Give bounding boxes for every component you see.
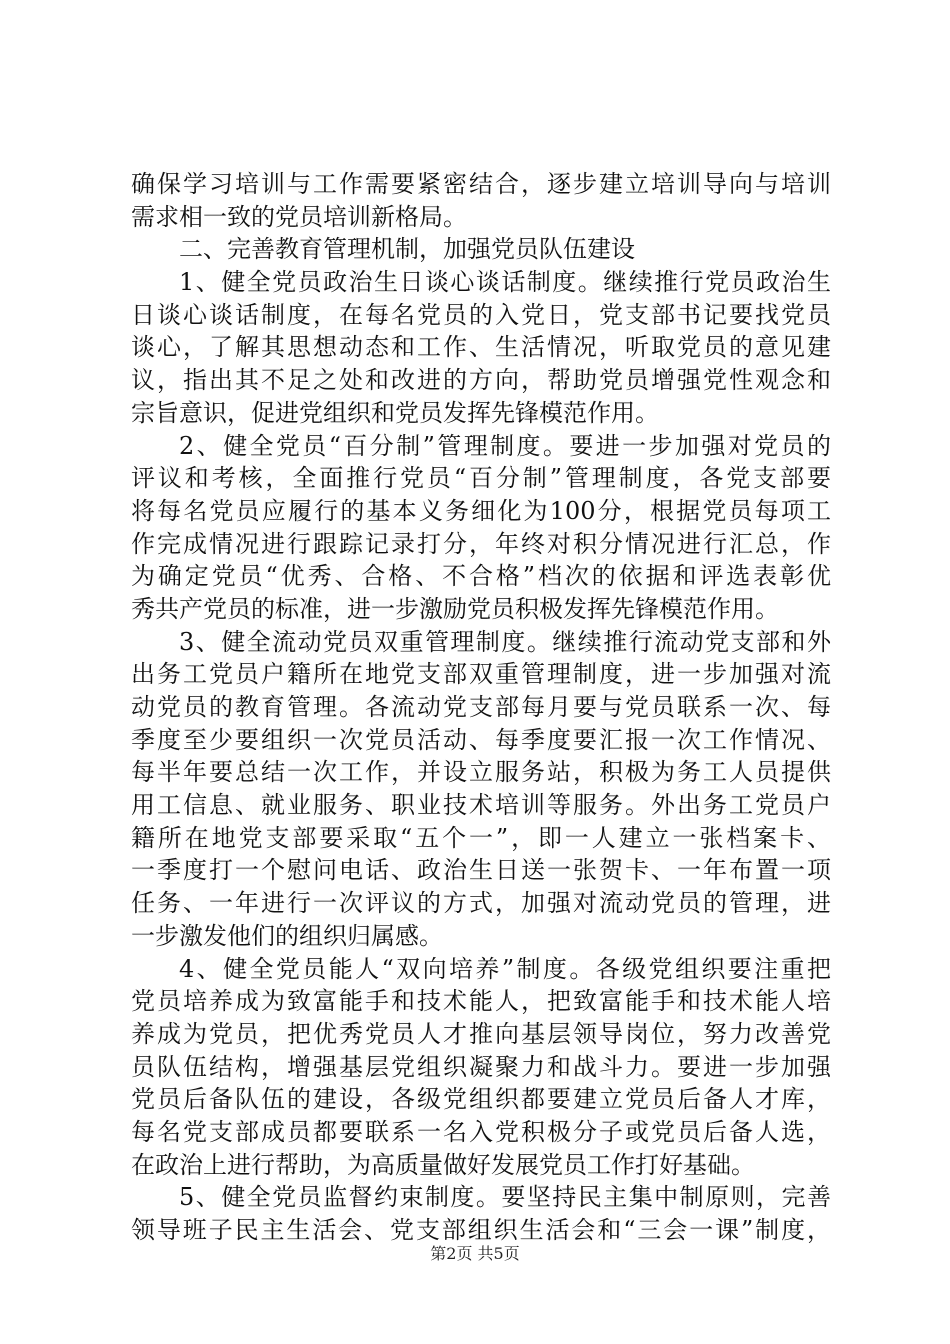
text-line: 为确定党员“优秀、合格、不合格”档次的依据和评选表彰优 bbox=[131, 562, 831, 591]
text-line: 每名党支部成员都要联系一名入党积极分子或党员后备人选， bbox=[131, 1117, 831, 1146]
text-line: 党员后备队伍的建设，各级党组织都要建立党员后备人才库， bbox=[131, 1085, 831, 1114]
text-line: 养成为党员，把优秀党员人才推向基层领导岗位，努力改善党 bbox=[131, 1019, 831, 1048]
text-line: 将每名党员应履行的基本义务细化为100分，根据党员每项工 bbox=[131, 496, 831, 525]
text-line: 领导班子民主生活会、党支部组织生活会和“三会一课”制度， bbox=[131, 1216, 831, 1244]
page-footer: 第2页 共5页 bbox=[430, 1244, 520, 1263]
text-line: 2、健全党员“百分制”管理制度。要进一步加强对党员的 bbox=[179, 431, 831, 460]
text-line: 3、健全流动党员双重管理制度。继续推行流动党支部和外 bbox=[179, 627, 831, 656]
text-line: 二、完善教育管理机制，加强党员队伍建设 bbox=[179, 235, 635, 264]
text-line: 一季度打一个慰问电话、政治生日送一张贺卡、一年布置一项 bbox=[131, 856, 831, 885]
text-line: 任务、一年进行一次评议的方式，加强对流动党员的管理，进 bbox=[131, 889, 831, 918]
text-line: 出务工党员户籍所在地党支部双重管理制度，进一步加强对流 bbox=[131, 660, 831, 689]
text-line: 日谈心谈话制度，在每名党员的入党日，党支部书记要找党员 bbox=[131, 300, 831, 329]
text-line: 秀共产党员的标准，进一步激励党员积极发挥先锋模范作用。 bbox=[131, 594, 779, 623]
text-line: 员队伍结构，增强基层党组织凝聚力和战斗力。要进一步加强 bbox=[131, 1052, 831, 1081]
text-line: 评议和考核，全面推行党员“百分制”管理制度，各党支部要 bbox=[131, 464, 831, 493]
text-line: 季度至少要组织一次党员活动、每季度要汇报一次工作情况、 bbox=[131, 725, 831, 754]
text-line: 在政治上进行帮助，为高质量做好发展党员工作打好基础。 bbox=[131, 1150, 755, 1179]
text-line: 籍所在地党支部要采取“五个一”，即一人建立一张档案卡、 bbox=[131, 823, 831, 852]
text-line: 动党员的教育管理。各流动党支部每月要与党员联系一次、每 bbox=[131, 693, 831, 721]
text-line: 5、健全党员监督约束制度。要坚持民主集中制原则，完善 bbox=[179, 1183, 831, 1212]
text-line: 一步激发他们的组织归属感。 bbox=[131, 921, 443, 950]
text-line: 议，指出其不足之处和改进的方向，帮助党员增强党性观念和 bbox=[131, 366, 831, 395]
text-line: 需求相一致的党员培训新格局。 bbox=[131, 202, 467, 231]
document-body bbox=[131, 168, 831, 1247]
text-line: 每半年要总结一次工作，并设立服务站，积极为务工人员提供 bbox=[131, 758, 831, 787]
text-line: 宗旨意识，促进党组织和党员发挥先锋模范作用。 bbox=[131, 398, 659, 427]
text-line: 用工信息、就业服务、职业技术培训等服务。外出务工党员户 bbox=[131, 791, 831, 820]
text-line: 作完成情况进行跟踪记录打分，年终对积分情况进行汇总，作 bbox=[131, 529, 831, 558]
text-line: 4、健全党员能人“双向培养”制度。各级党组织要注重把 bbox=[179, 954, 831, 983]
text-line: 党员培养成为致富能手和技术能人，把致富能手和技术能人培 bbox=[131, 987, 831, 1016]
text-line: 谈心，了解其思想动态和工作、生活情况，听取党员的意见建 bbox=[131, 333, 831, 362]
text-line: 确保学习培训与工作需要紧密结合，逐步建立培训导向与培训 bbox=[131, 170, 831, 198]
text-line: 1、健全党员政治生日谈心谈话制度。继续推行党员政治生 bbox=[179, 268, 831, 297]
